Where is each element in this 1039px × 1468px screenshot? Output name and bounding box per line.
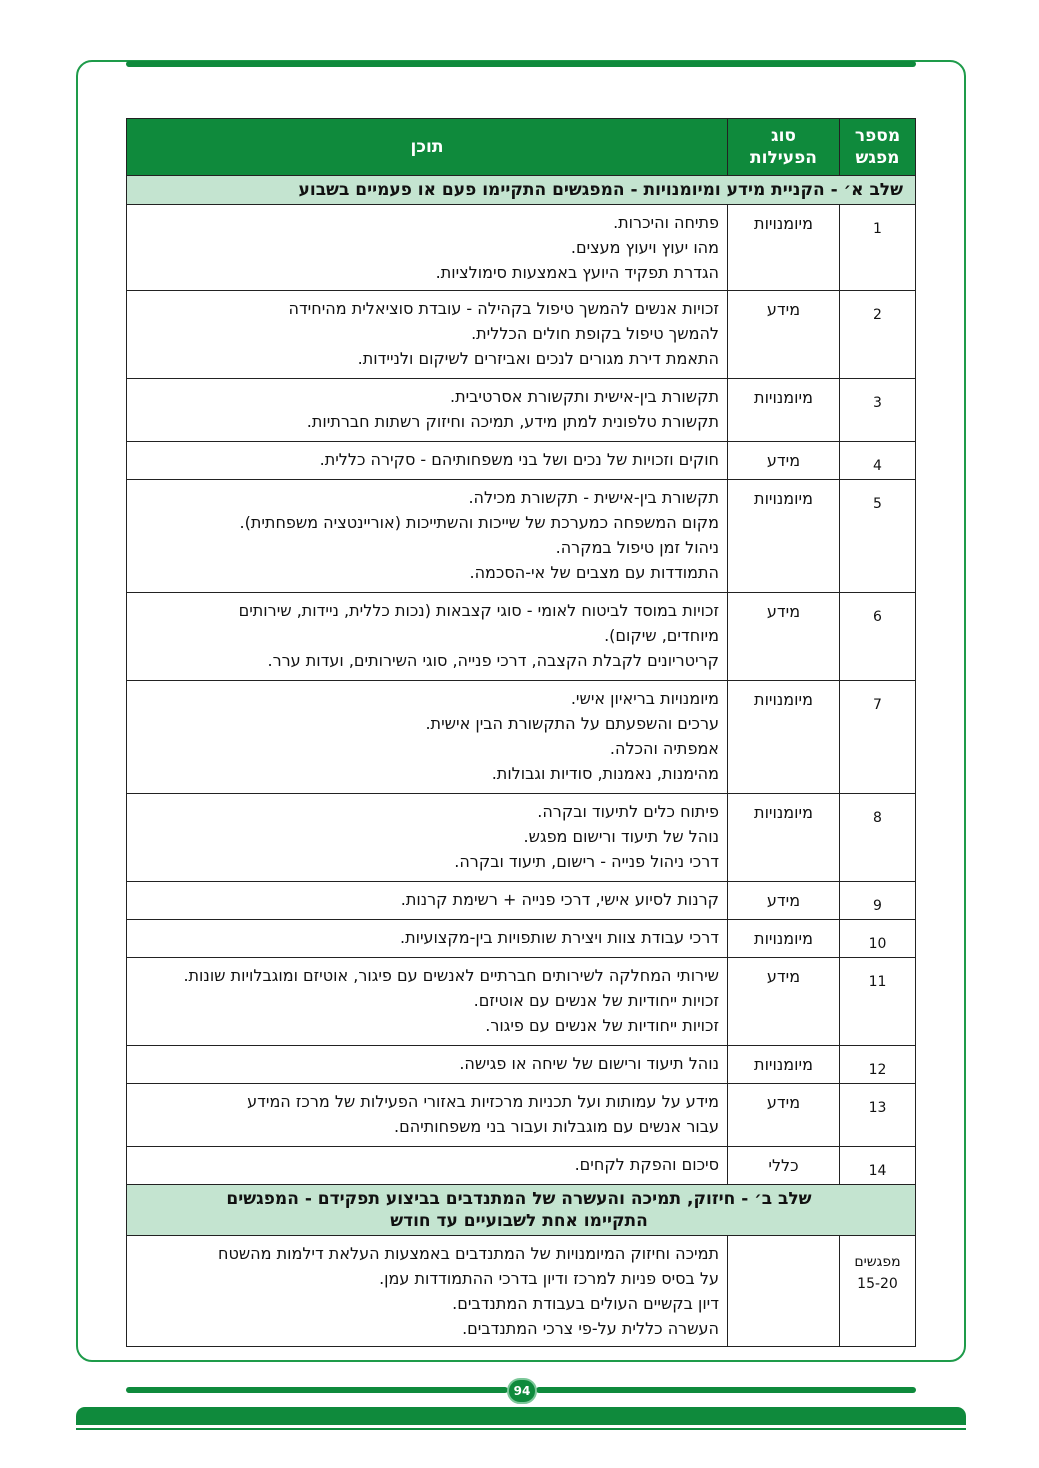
content-cell: [127, 794, 728, 882]
table-row: [127, 882, 916, 920]
activity-type-cell: מידע: [728, 593, 840, 681]
content-line: זכויות במוסד לביטוח לאומי - סוגי קצבאות (נכות כללית, ניידות, שירותים: [238, 601, 719, 620]
table-row: [127, 205, 916, 291]
session-number-cell: 6: [840, 593, 916, 681]
session-number-cell: 8: [840, 794, 916, 882]
header-activity-type-line1: סוג: [771, 126, 796, 146]
activity-type-cell: מיומנויות: [728, 480, 840, 593]
content-line: על בסיס פניות למרכז ודיון בדרכי ההתמודדות עמן.: [379, 1269, 719, 1288]
table-row: [127, 442, 916, 480]
content-cell: [127, 1147, 728, 1185]
content-line: מהימנות, נאמנות, סודיות וגבולות.: [491, 764, 719, 783]
content-cell: [127, 882, 728, 920]
footer-bar: [76, 1407, 966, 1425]
content-line: זכויות אנשים להמשך טיפול בקהילה - עובדת סוציאלית מהיחידה: [288, 299, 719, 318]
activity-type-cell: מיומנויות: [728, 205, 840, 291]
session-number-cell: 7: [840, 681, 916, 794]
content-line: קרנות לסיוע אישי, דרכי פנייה + רשימת קרנות.: [400, 890, 719, 909]
table-row: [127, 379, 916, 442]
content-line: ניהול זמן טיפול במקרה.: [555, 538, 719, 557]
content-cell: [127, 1236, 728, 1347]
session-number-cell: 5: [840, 480, 916, 593]
stage-b-row: [127, 1185, 916, 1236]
session-number-cell: 9: [840, 882, 916, 920]
session-number-cell: 11: [840, 958, 916, 1046]
activity-type-cell: [728, 1236, 840, 1347]
activity-type-cell: מיומנויות: [728, 1046, 840, 1084]
activity-type-cell: מידע: [728, 1084, 840, 1147]
content-line: עבור אנשים עם מוגבלות ועבור בני משפחותיהם.: [394, 1117, 719, 1136]
session-number-cell: 13: [840, 1084, 916, 1147]
content-cell: [127, 1046, 728, 1084]
sessions-table: [126, 118, 916, 1347]
content-line: זכויות ייחודיות של אנשים עם פיגור.: [485, 1016, 719, 1035]
content-cell: [127, 379, 728, 442]
activity-type-cell: כללי: [728, 1147, 840, 1185]
content-cell: [127, 291, 728, 379]
session-number-cell: [840, 1236, 916, 1347]
content-line: תקשורת טלפונית למתן מידע, תמיכה וחיזוק רשתות חברתיות.: [306, 412, 719, 431]
content-line: פיתוח כלים לתיעוד ובקרה.: [537, 802, 719, 821]
table-row: [127, 1046, 916, 1084]
stage-b-heading-line: שלב ב׳ - חיזוק, תמיכה והעשרה של המתנדבים בביצוע תפקידם - המפגשים: [226, 1189, 812, 1209]
session-number-cell: 12: [840, 1046, 916, 1084]
content-cell: [127, 442, 728, 480]
activity-type-cell: מידע: [728, 882, 840, 920]
table-row: [127, 794, 916, 882]
content-cell: [127, 1084, 728, 1147]
header-activity-type-line2: הפעילות: [750, 148, 817, 168]
content-line: קריטריונים לקבלת הקצבה, דרכי פנייה, סוגי השירותים, ועדות ערר.: [267, 651, 719, 670]
activity-type-cell: מיומנויות: [728, 920, 840, 958]
table-row: [127, 681, 916, 794]
content-line: התאמת דירת מגורים לנכים ואביזרים לשיקום ולניידות.: [357, 349, 719, 368]
activity-type-cell: מיומנויות: [728, 681, 840, 794]
header-content: תוכן: [127, 119, 728, 176]
content-line: מיומנויות בריאיון אישי.: [570, 689, 719, 708]
stage-b-heading: [127, 1185, 916, 1236]
table-row: [127, 920, 916, 958]
content-cell: [127, 920, 728, 958]
activity-type-cell: מידע: [728, 958, 840, 1046]
stage-b-heading-line: התקיימו אחת לשבועיים עד חודש: [390, 1211, 648, 1231]
header-activity-type: [728, 119, 840, 176]
table-header-row: [127, 119, 916, 176]
content-line: דיון בקשיים העולים בעבודת המתנדבים.: [452, 1294, 719, 1313]
content-line: מיוחדים, שיקום).: [604, 626, 719, 645]
content-line: תמיכה וחיזוק המיומנויות של המתנדבים באמצעות העלאת דילמות מהשטח: [218, 1244, 719, 1263]
content-line: דרכי עבודת צוות ויצירת שותפויות בין-מקצועיות.: [400, 928, 719, 947]
content-cell: [127, 480, 728, 593]
bottom-rule-left: [126, 1387, 508, 1393]
content-line: תקשורת בין-אישית - תקשורת מכילה.: [468, 488, 719, 507]
page-number: 94: [507, 1378, 537, 1404]
content-cell: [127, 593, 728, 681]
content-cell: [127, 681, 728, 794]
bottom-rule-right: [536, 1387, 916, 1393]
activity-type-cell: מיומנויות: [728, 794, 840, 882]
content-line: שירותי המחלקה לשירותים חברתיים לאנשים עם פיגור, אוטיזם ומוגבלויות שונות.: [183, 966, 719, 985]
session-number-cell: 1: [840, 205, 916, 291]
content-line: דרכי ניהול פנייה - רישום, תיעוד ובקרה.: [454, 852, 719, 871]
content-line: נוהל של תיעוד ורישום מפגש.: [523, 827, 719, 846]
table-row: [127, 1236, 916, 1347]
top-rule: [126, 61, 916, 67]
content-line: העשרה כללית על-פי צרכי המתנדבים.: [462, 1319, 719, 1338]
content-cell: [127, 205, 728, 291]
content-line: מהו יעוץ ויעוץ מעצים.: [570, 238, 719, 257]
table-row: [127, 1084, 916, 1147]
table-row: [127, 1147, 916, 1185]
header-session-number-line1: מספר: [854, 126, 901, 146]
activity-type-cell: מידע: [728, 291, 840, 379]
session-number-line: מפגשים: [854, 1254, 901, 1270]
content-cell: [127, 958, 728, 1046]
content-line: ערכים והשפעתם על התקשורת הבין אישית.: [425, 714, 719, 733]
table-row: [127, 958, 916, 1046]
table-row: [127, 593, 916, 681]
stage-a-row: [127, 176, 916, 205]
content-line: פתיחה והיכרות.: [613, 213, 719, 232]
session-number-cell: 3: [840, 379, 916, 442]
stage-a-heading: שלב א׳ - הקניית מידע ומיומנויות - המפגשים התקיימו פעם או פעמיים בשבוע: [127, 176, 916, 205]
content-line: הגדרת תפקיד היועץ באמצעות סימולציות.: [435, 263, 719, 282]
content-line: התמודדות עם מצבים של אי-הסכמה.: [469, 563, 719, 582]
activity-type-cell: מידע: [728, 442, 840, 480]
content-line: סיכום והפקת לקחים.: [574, 1155, 719, 1174]
session-number-cell: 10: [840, 920, 916, 958]
header-session-number-line2: מפגש: [855, 148, 900, 168]
content-line: חוקים וזכויות של נכים ושל בני משפחותיהם - סקירה כללית.: [319, 450, 719, 469]
activity-type-cell: מיומנויות: [728, 379, 840, 442]
content-line: להמשך טיפול בקופת חולים הכללית.: [471, 324, 719, 343]
content-line: זכויות ייחודיות של אנשים עם אוטיזם.: [473, 991, 719, 1010]
header-session-number: [840, 119, 916, 176]
content-line: מידע על עמותות ועל תכניות מרכזיות באזורי הפעילות של מרכז המידע: [247, 1092, 719, 1111]
content-line: אמפתיה והכלה.: [609, 739, 719, 758]
session-number-cell: 4: [840, 442, 916, 480]
session-number-line: 15-20: [857, 1276, 898, 1292]
session-number-cell: 14: [840, 1147, 916, 1185]
content-line: נוהל תיעוד ורישום של שיחה או פגישה.: [459, 1054, 719, 1073]
content-line: מקום המשפחה כמערכת של שייכות והשתייכות (אוריינטציה משפחתית).: [239, 513, 719, 532]
table-row: [127, 291, 916, 379]
table-row: [127, 480, 916, 593]
content-line: תקשורת בין-אישית ותקשורת אסרטיבית.: [450, 387, 719, 406]
session-number-cell: 2: [840, 291, 916, 379]
footer-line: [76, 1428, 966, 1430]
